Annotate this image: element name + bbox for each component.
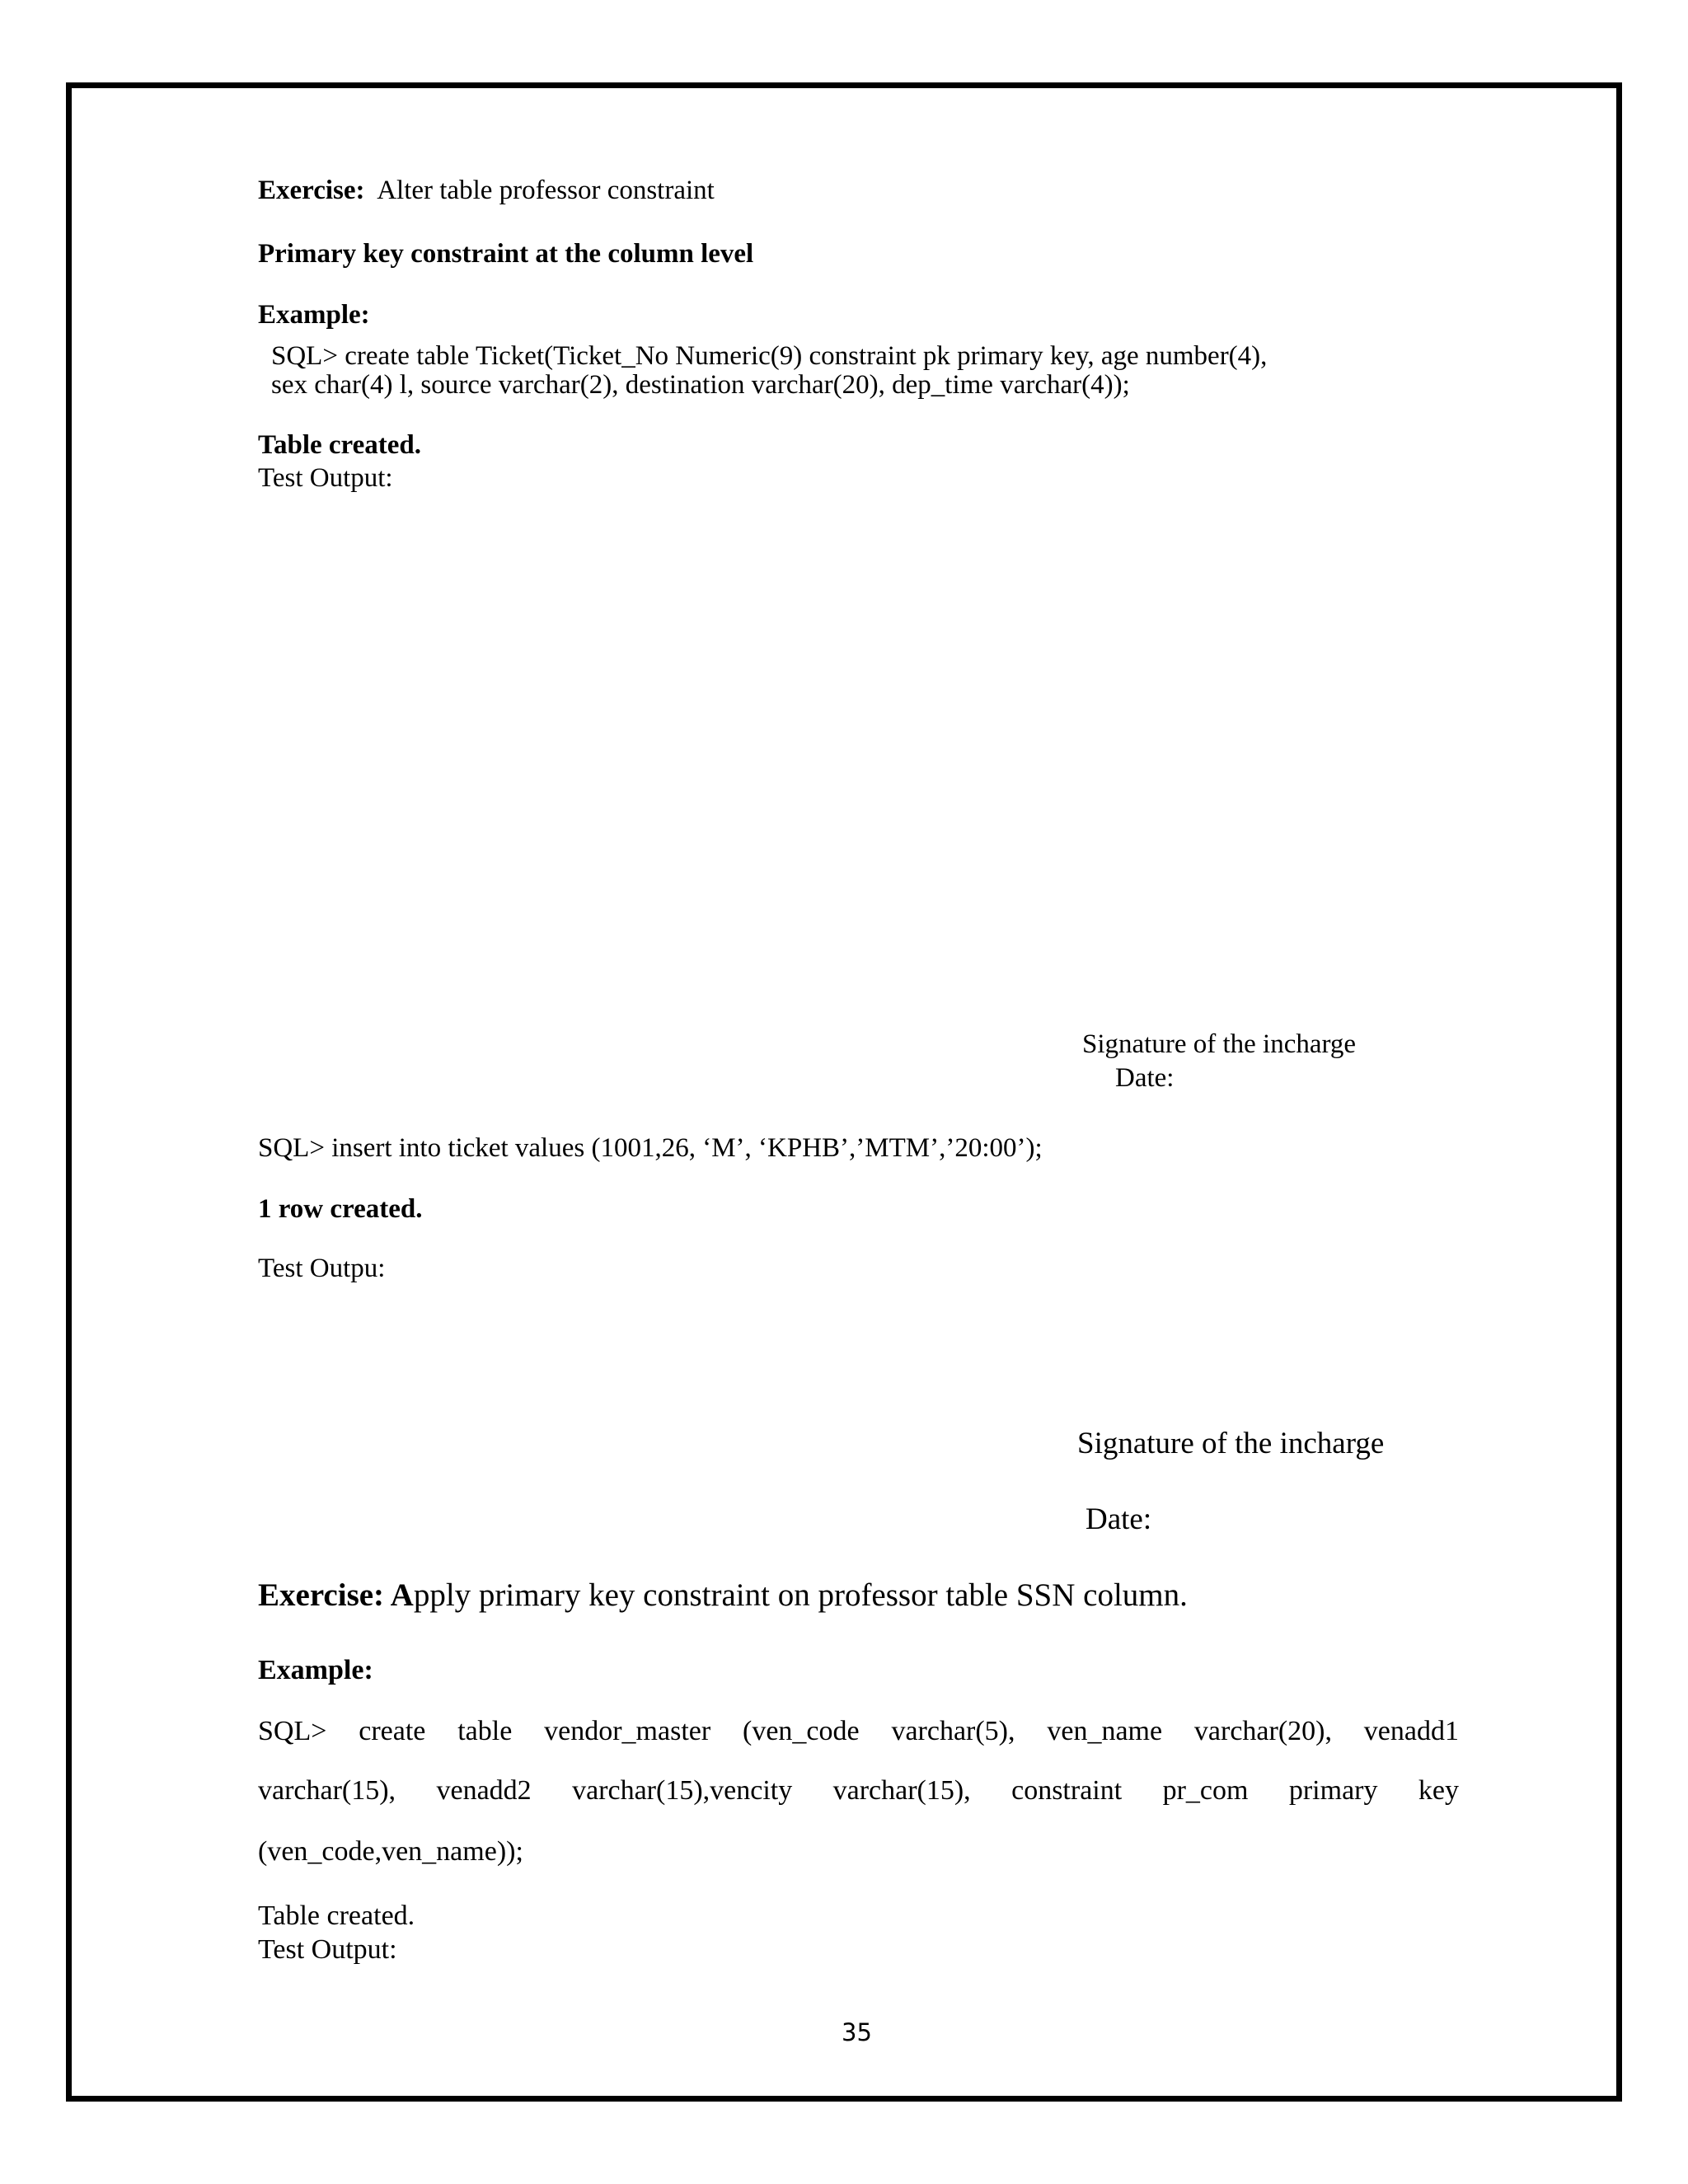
sql-code-line: SQL> create table Ticket(Ticket_No Numeric(9) constraint pk primary key, age number(4), <box>271 341 1268 371</box>
result-message: Table created. <box>258 1900 415 1931</box>
sql-code-line: varchar(15), venadd2 varchar(15),vencity varchar(15), constraint pr_com primary key <box>258 1775 1459 1806</box>
exercise-label: Exercise: <box>258 176 365 205</box>
section-heading: Primary key constraint at the column level <box>258 239 754 269</box>
exercise-text: pply primary key constraint on professor table SSN column. <box>413 1577 1188 1613</box>
example-label: Example: <box>258 300 370 330</box>
exercise-1-line <box>258 177 715 204</box>
exercise-text: Alter table professor constraint <box>377 176 715 205</box>
date-label: Date: <box>1115 1063 1175 1093</box>
exercise-2-line <box>258 1579 1188 1611</box>
test-output-label: Test Outpu: <box>258 1254 386 1283</box>
result-message: 1 row created. <box>258 1194 423 1224</box>
test-output-label: Test Output: <box>258 1934 397 1965</box>
exercise-label: Exercise: A <box>258 1577 414 1613</box>
sql-code-line: SQL> insert into ticket values (1001,26, ‘M’, ‘KPHB’,’MTM’,’20:00’); <box>258 1133 1043 1163</box>
sql-code-line: sex char(4) l, source varchar(2), destination varchar(20), dep_time varchar(4)); <box>271 370 1130 400</box>
signature-label: Signature of the incharge <box>1077 1427 1385 1460</box>
result-message: Table created. <box>258 430 421 460</box>
signature-label: Signature of the incharge <box>1082 1029 1357 1059</box>
page-number: 35 <box>842 2018 872 2046</box>
sql-code-line: SQL> create table vendor_master (ven_code varchar(5), ven_name varchar(20), venadd1 <box>258 1716 1459 1746</box>
date-label: Date: <box>1085 1502 1152 1536</box>
example-label: Example: <box>258 1655 373 1685</box>
test-output-label: Test Output: <box>258 463 393 493</box>
sql-code-line: (ven_code,ven_name)); <box>258 1836 523 1867</box>
